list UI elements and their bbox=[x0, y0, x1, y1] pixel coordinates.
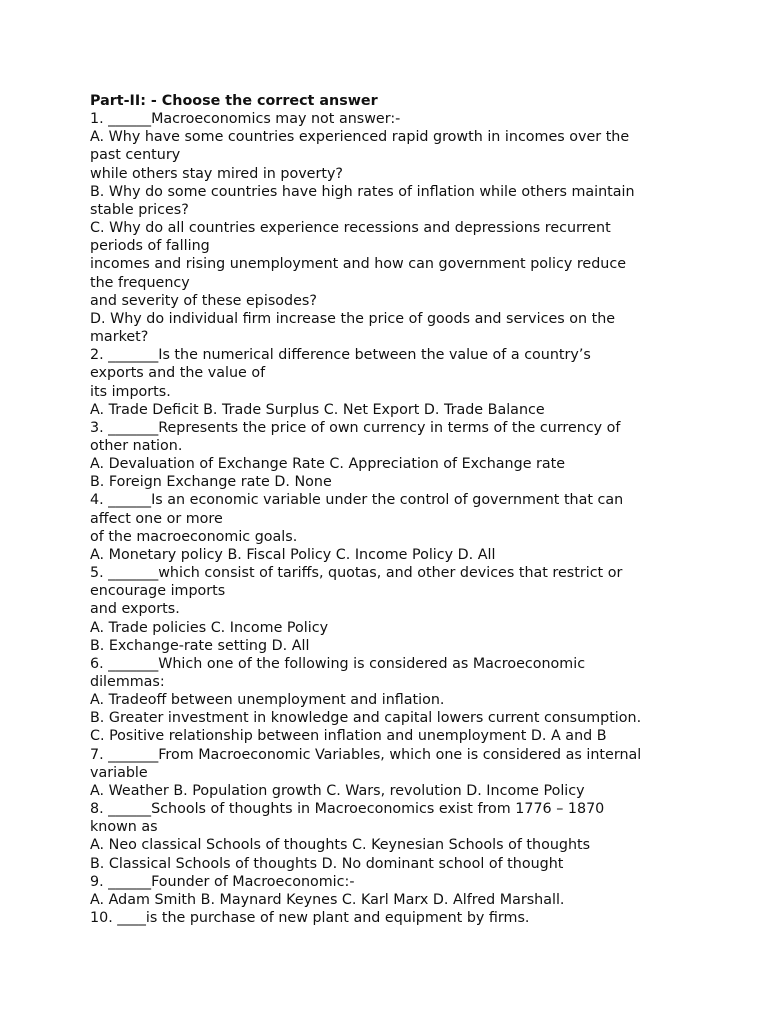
text-line: its imports. bbox=[90, 383, 171, 400]
text-line: dilemmas: bbox=[90, 674, 165, 690]
text-line: 3. _______Represents the price of own currency in terms of the currency of bbox=[90, 419, 621, 436]
text-line: of the macroeconomic goals. bbox=[90, 528, 298, 545]
text-line: B. Exchange-rate setting D. All bbox=[90, 637, 310, 654]
text-line: other nation. bbox=[90, 437, 183, 454]
text-line: 10. ____is the purchase of new plant and equipment by firms. bbox=[90, 910, 530, 927]
text-line: stable prices? bbox=[90, 201, 189, 218]
text-line: A. Why have some countries experienced rapid growth in incomes over the bbox=[90, 129, 630, 146]
text-line: A. Monetary policy B. Fiscal Policy C. Income Policy D. All bbox=[90, 546, 496, 563]
text-line: B. Foreign Exchange rate D. None bbox=[90, 474, 332, 491]
text-line: the frequency bbox=[90, 274, 190, 291]
text-line: 6. _______Which one of the following is considered as Macroeconomic bbox=[90, 655, 586, 672]
text-line: A. Trade policies C. Income Policy bbox=[90, 619, 329, 636]
text-line: A. Tradeoff between unemployment and inflation. bbox=[90, 692, 445, 709]
text-line: A. Neo classical Schools of thoughts C. Keynesian Schools of thoughts bbox=[90, 837, 591, 854]
text-line: past century bbox=[90, 147, 181, 164]
text-line: 4. ______Is an economic variable under the control of government that can bbox=[90, 492, 624, 509]
document-page bbox=[90, 92, 730, 927]
text-line: 9. ______Founder of Macroeconomic:- bbox=[90, 873, 355, 890]
text-line: A. Devaluation of Exchange Rate C. Appreciation of Exchange rate bbox=[90, 456, 566, 473]
text-line: and severity of these episodes? bbox=[90, 292, 317, 309]
section-heading: Part-II: - Choose the correct answer bbox=[90, 93, 378, 109]
text-line: known as bbox=[90, 819, 158, 836]
text-line: 2. _______Is the numerical difference between the value of a country’s bbox=[90, 347, 591, 364]
text-line: 1. ______Macroeconomics may not answer:- bbox=[90, 111, 401, 128]
text-line: 7. _______From Macroeconomic Variables, which one is considered as internal bbox=[90, 746, 642, 763]
text-line: A. Adam Smith B. Maynard Keynes C. Karl Marx D. Alfred Marshall. bbox=[90, 891, 565, 908]
text-line: B. Classical Schools of thoughts D. No dominant school of thought bbox=[90, 855, 564, 872]
text-line: affect one or more bbox=[90, 510, 223, 527]
text-line: periods of falling bbox=[90, 238, 210, 255]
text-line: A. Weather B. Population growth C. Wars, revolution D. Income Policy bbox=[90, 782, 585, 799]
text-line: B. Greater investment in knowledge and capital lowers current consumption. bbox=[90, 710, 642, 727]
text-line: and exports. bbox=[90, 601, 180, 618]
text-line: B. Why do some countries have high rates of inflation while others maintain bbox=[90, 183, 635, 200]
text-line: C. Why do all countries experience recessions and depressions recurrent bbox=[90, 220, 611, 237]
text-line: D. Why do individual firm increase the price of goods and services on the bbox=[90, 310, 616, 327]
text-line: incomes and rising unemployment and how can government policy reduce bbox=[90, 256, 626, 273]
text-line: exports and the value of bbox=[90, 365, 266, 382]
text-line: 5. _______which consist of tariffs, quotas, and other devices that restrict or bbox=[90, 565, 623, 582]
text-line: variable bbox=[90, 764, 148, 781]
text-line: C. Positive relationship between inflation and unemployment D. A and B bbox=[90, 728, 607, 745]
text-line: while others stay mired in poverty? bbox=[90, 165, 344, 182]
text-line: 8. ______Schools of thoughts in Macroeconomics exist from 1776 – 1870 bbox=[90, 801, 605, 818]
text-line: A. Trade Deficit B. Trade Surplus C. Net Export D. Trade Balance bbox=[90, 401, 545, 418]
text-line: encourage imports bbox=[90, 583, 226, 600]
text-line: market? bbox=[90, 329, 149, 346]
